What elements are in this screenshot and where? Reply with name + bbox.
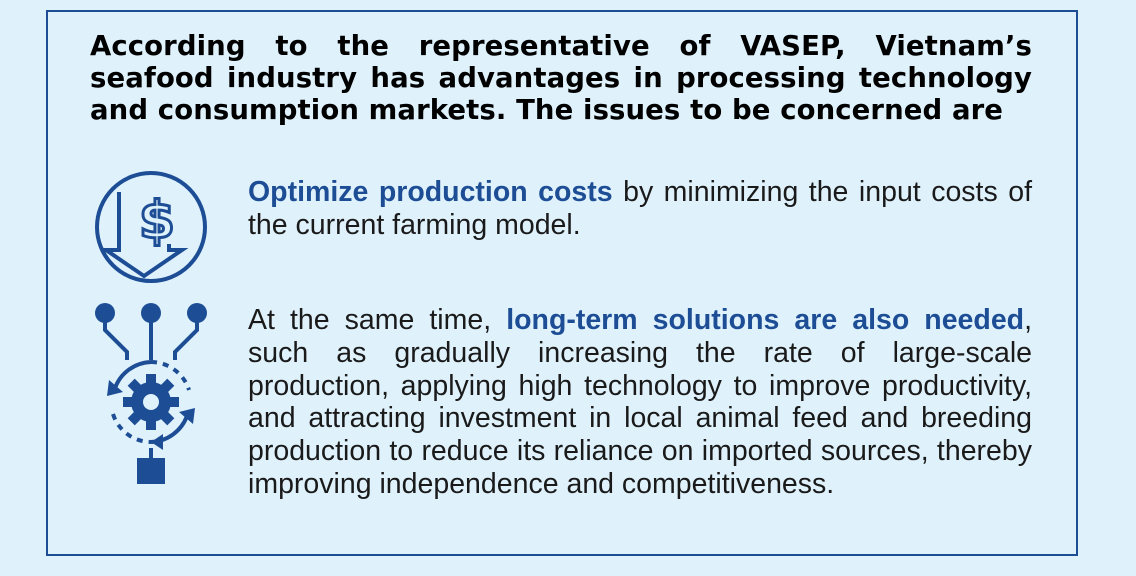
heading: According to the representative of VASEP, Vietnam’s seafood industry has advantages in processing technology and consumption markets. The issues to be concerned are bbox=[90, 30, 1032, 126]
cost-item-highlight: Optimize production costs bbox=[248, 176, 613, 208]
dollar-down-arrow-icon bbox=[94, 170, 208, 284]
solutions-item bbox=[248, 304, 1032, 501]
cost-item bbox=[248, 176, 1032, 242]
cost-item-text: by minimizing the input costs of the current farming model. bbox=[248, 176, 1032, 241]
svg-text:$: $ bbox=[138, 191, 176, 251]
solutions-item-text: , such as gradually increasing the rate of large-scale production, applying high technology to improve productivity, and attracting investment in local animal feed and breeding production to reduce its reliance on imported sources, thereby improving independence and competitiveness. bbox=[248, 304, 1032, 500]
network-gear-cycle-icon bbox=[93, 300, 209, 486]
solutions-item-prefix: At the same time, bbox=[248, 304, 507, 336]
solutions-item-highlight: long-term solutions are also needed bbox=[506, 304, 1025, 336]
